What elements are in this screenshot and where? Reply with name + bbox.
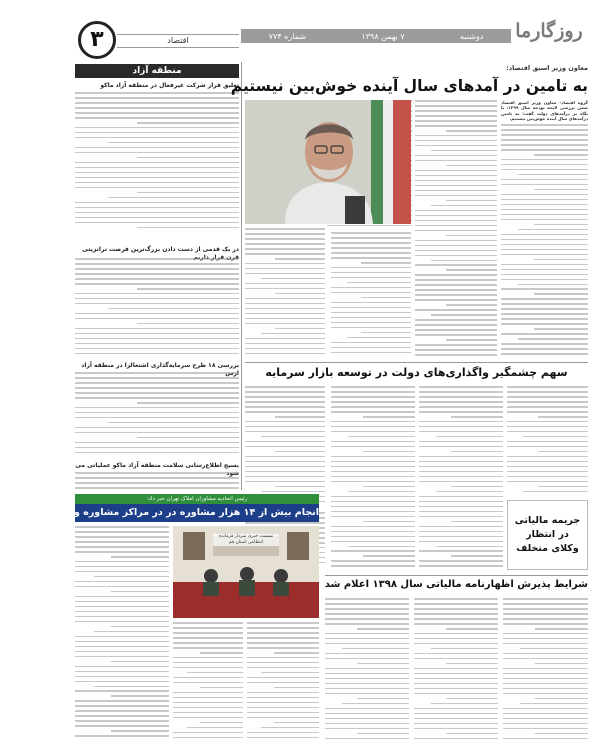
consult-story [0,494,319,744]
free-zone-body-2 [75,258,239,358]
lead-body-col-a [245,228,325,360]
section-divider [245,362,588,363]
masthead [69,0,594,56]
tax-side-box [507,500,588,570]
free-zone-headline-1: تعلیق فراز شرکت غیرفعال در منطقه آزاد ماکو [100,82,239,89]
consult-body-col-1 [173,622,243,742]
lead-kicker: معاون وزیر اسبق اقتصاد: [506,64,588,72]
free-zone-headline-3: بررسی ۱۸ طرح سرمایه‌گذاری اشتغالزا در منطقه آزاد [81,362,239,369]
issue-number: شماره ۷۷۴ [268,31,306,41]
free-zone-headline-2: در یک قدمی از دست دادن بزرگ‌ترین فرصت ترانزیتی [82,246,239,253]
market-body-col-3 [419,386,503,570]
free-zone-column [75,64,239,489]
market-body-col-4 [507,386,588,498]
newspaper-logo: روزگارما [515,20,583,42]
free-zone-body-1 [75,92,239,232]
consult-kicker: رئیس اتحادیه مشاوران املاک تهران خبر داد: [75,494,319,504]
lead-body-col-b [331,232,411,360]
tax-side-title: جریمه مالیاتی در انتظار وکلای متخلف [514,515,581,554]
free-zone-body-3 [75,372,239,458]
free-zone-body-4 [75,472,239,490]
portrait-figure [245,100,411,224]
free-zone-headline-4: بسیج اطلاع‌رسانی سلامت منطقه آزاد ماکو عملیاتی می [75,462,239,469]
page-number-badge: ۳ [78,21,116,59]
tax-body-col-1 [325,598,409,744]
section-bar [117,34,239,48]
consult-body-col-2 [247,622,319,742]
lead-body-intro: گروه اقتصاد- معاون وزیر اسبق اقتصاد ضمن بررسی لایحه بودجه سال ۱۳۹۹، با نگاه بر درآمدهای دولت گفت: به تامین درآمدهای سال آینده خوش‌بین نیستیم. [501,100,588,122]
column-separator [241,62,242,490]
lead-headline: به تامین در آمدهای سال آینده خوش‌بین نیستیم [230,77,588,95]
lead-story [230,62,588,362]
section-divider [325,575,588,576]
weekday: دوشنبه [460,31,484,41]
tax-body-col-2 [414,598,498,744]
lead-body-col-right [501,124,588,360]
lead-photo [245,100,411,224]
date-bar [241,29,511,43]
market-body-col-2 [331,386,415,570]
tax-body-col-3 [503,598,588,744]
section-label: اقتصاد [167,36,189,45]
consult-photo-caption: نشست خبری سردار فرمانده انتظامی استان قم [213,534,279,546]
free-zone-title-bar: منطقه آزاد [75,64,239,78]
market-headline: سهم چشمگیر واگذاری‌های دولت در توسعه بازار سرمایه [265,366,568,379]
tax-headline: شرایط پذیرش اظهارنامه مالیاتی سال ۱۳۹۸ اعلام شد [324,579,588,590]
consult-body-right [75,526,169,742]
market-body-col-1 [245,386,325,506]
consult-headline-bar: انجام بیش از ۱۴ هزار مشاوره در در مراکز مشاوره و کلانتری‌های قم [75,504,319,522]
tax-story [325,578,588,744]
lead-body-col-mid [415,100,497,360]
issue-date: ۷ بهمن ۱۳۹۸ [361,31,405,41]
